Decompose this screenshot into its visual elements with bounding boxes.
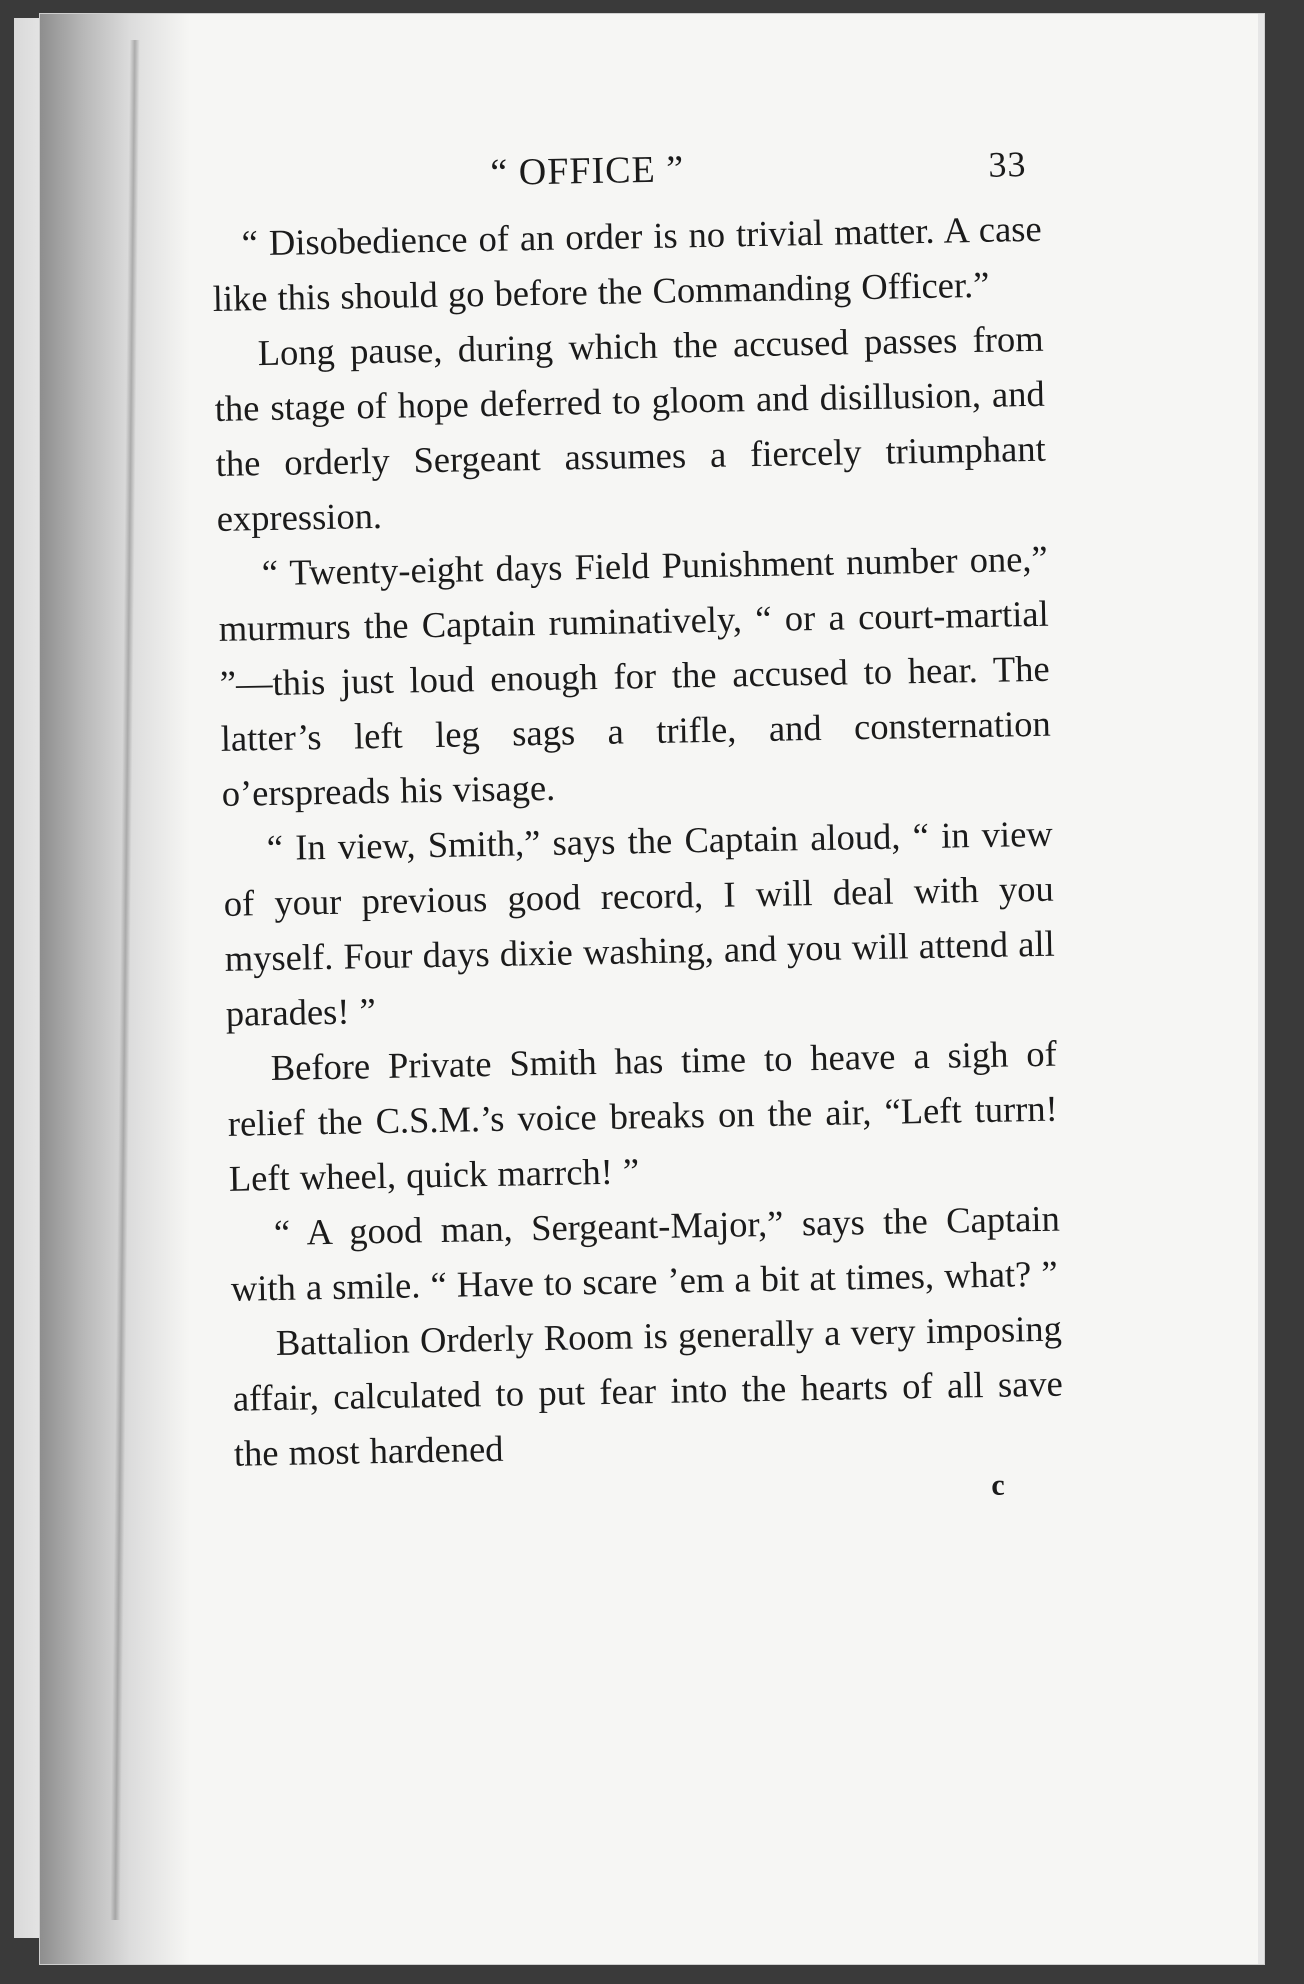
paragraph: Long pause, during which the accused passes from the stage of hope deferred to gloom and disillusion, and the orderly Sergeant assumes a fiercely triumphant expression. (214, 317, 1046, 539)
paragraph: Before Private Smith has time to heave a sigh of relief the C.S.M.’s voice breaks on the air, “Left turrn! Left wheel, quick marrch! ” (227, 1032, 1059, 1199)
paragraph: “ Twenty-eight days Field Punishment number one,” murmurs the Captain ruminatively, “ or a court-martial ”—this just loud enough for the accused to hear. The latter’s left leg sags a trifle, and consternation o’erspreads his visage. (218, 537, 1052, 814)
signature-mark: c (990, 1468, 1005, 1502)
page-text-block (210, 135, 1065, 1517)
running-head: “ OFFICE ” (490, 148, 685, 194)
paragraph: “ In view, Smith,” says the Captain aloud, “ in view of your previous good record, I will deal with you myself. Four days dixie washing, and you will attend all parades! ” (223, 812, 1056, 1034)
page-number: 33 (988, 144, 1027, 185)
paragraph: Battalion Orderly Room is generally a very imposing affair, calculated to put fear into the hearts of all save the most hardened (232, 1307, 1064, 1474)
paragraph: “ A good man, Sergeant-Major,” says the Captain with a smile. “ Have to scare ’em a bit at times, what? ” (230, 1197, 1061, 1309)
paragraph: “ Disobedience of an order is no trivial matter. A case like this should go before the Commanding Officer.” (212, 207, 1042, 319)
